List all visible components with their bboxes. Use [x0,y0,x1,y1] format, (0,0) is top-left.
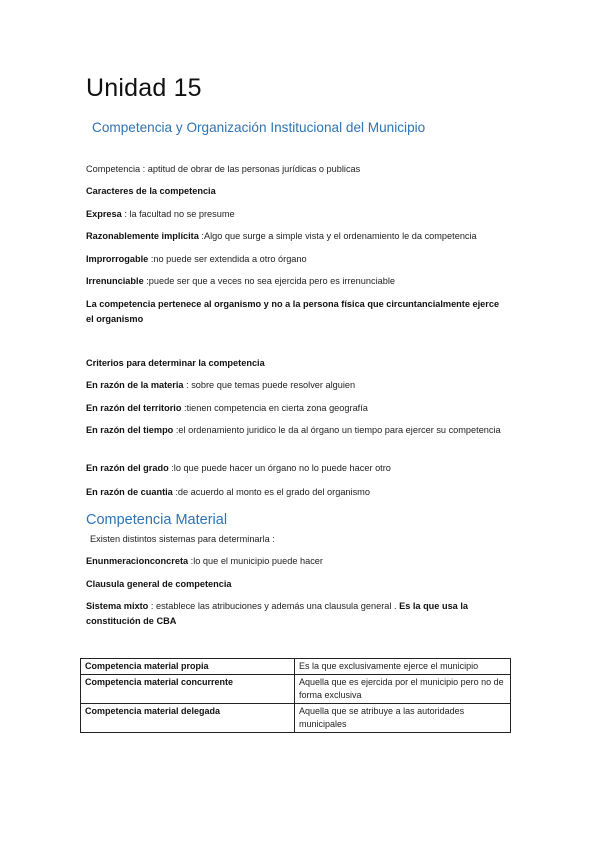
paragraph-caracteres: Caracteres de la competencia [86,186,216,196]
paragraph-cuantia: En razón de cuantia :de acuerdo al monto es el grado del organismo [86,487,370,497]
paragraph-improrrogable: Improrrogable :no puede ser extendida a otro órgano [86,254,307,264]
subtitle-heading: Competencia y Organización Institucional del Municipio [92,120,426,135]
table-row [81,704,511,733]
table-cell-name: Competencia material concurrente [81,675,295,704]
table-row [81,675,511,704]
table-row [81,659,511,675]
competencia-material-table [80,658,511,733]
paragraph-sistemas: Existen distintos sistemas para determinarla : [90,534,275,544]
paragraph-expresa: Expresa : la facultad no se presume [86,209,235,219]
paragraph-razonablemente: Razonablemente implícita :Algo que surge a simple vista y el ordenamiento le da competencia [86,231,477,241]
table-cell-desc: Aquella que se atribuye a las autoridades municipales [295,704,511,733]
paragraph-clausula: Clausula general de competencia [86,579,232,589]
section-heading-competencia-material: Competencia Material [86,512,228,528]
table-cell-name: Competencia material propia [81,659,295,675]
table-cell-name: Competencia material delegada [81,704,295,733]
paragraph-materia: En razón de la materia : sobre que temas puede resolver alguien [86,380,356,390]
table-cell-desc: Es la que exclusivamente ejerce el municipio [295,659,511,675]
paragraph-competencia: Competencia : aptitud de obrar de las personas jurídicas o publicas [86,164,361,174]
paragraph-irrenunciable: Irrenunciable :puede ser que a veces no sea ejercida pero es irrenunciable [86,276,395,286]
paragraph-tiempo: En razón del tiempo :el ordenamiento juridico le da al órgano un tiempo para ejercer su competencia [86,425,501,435]
paragraph-pertenece: La competencia pertenece al organismo y no a la persona física que circuntancialmente ejerce el organismo [86,299,500,324]
paragraph-grado: En razón del grado :lo que puede hacer un órgano no lo puede hacer otro [86,463,391,473]
paragraph-territorio: En razón del territorio :tienen competencia en cierta zona geografía [86,403,368,413]
paragraph-criterios: Criterios para determinar la competencia [86,358,265,368]
paragraph-enumeracion: Enunmeracionconcreta :lo que el municipio puede hacer [86,556,323,566]
page-title: Unidad 15 [86,74,202,102]
paragraph-sistema-mixto: Sistema mixto : establece las atribuciones y además una clausula general . Es la que usa la constitución de CBA [86,601,469,626]
table-cell-desc: Aquella que es ejercida por el municipio pero no de forma exclusiva [295,675,511,704]
